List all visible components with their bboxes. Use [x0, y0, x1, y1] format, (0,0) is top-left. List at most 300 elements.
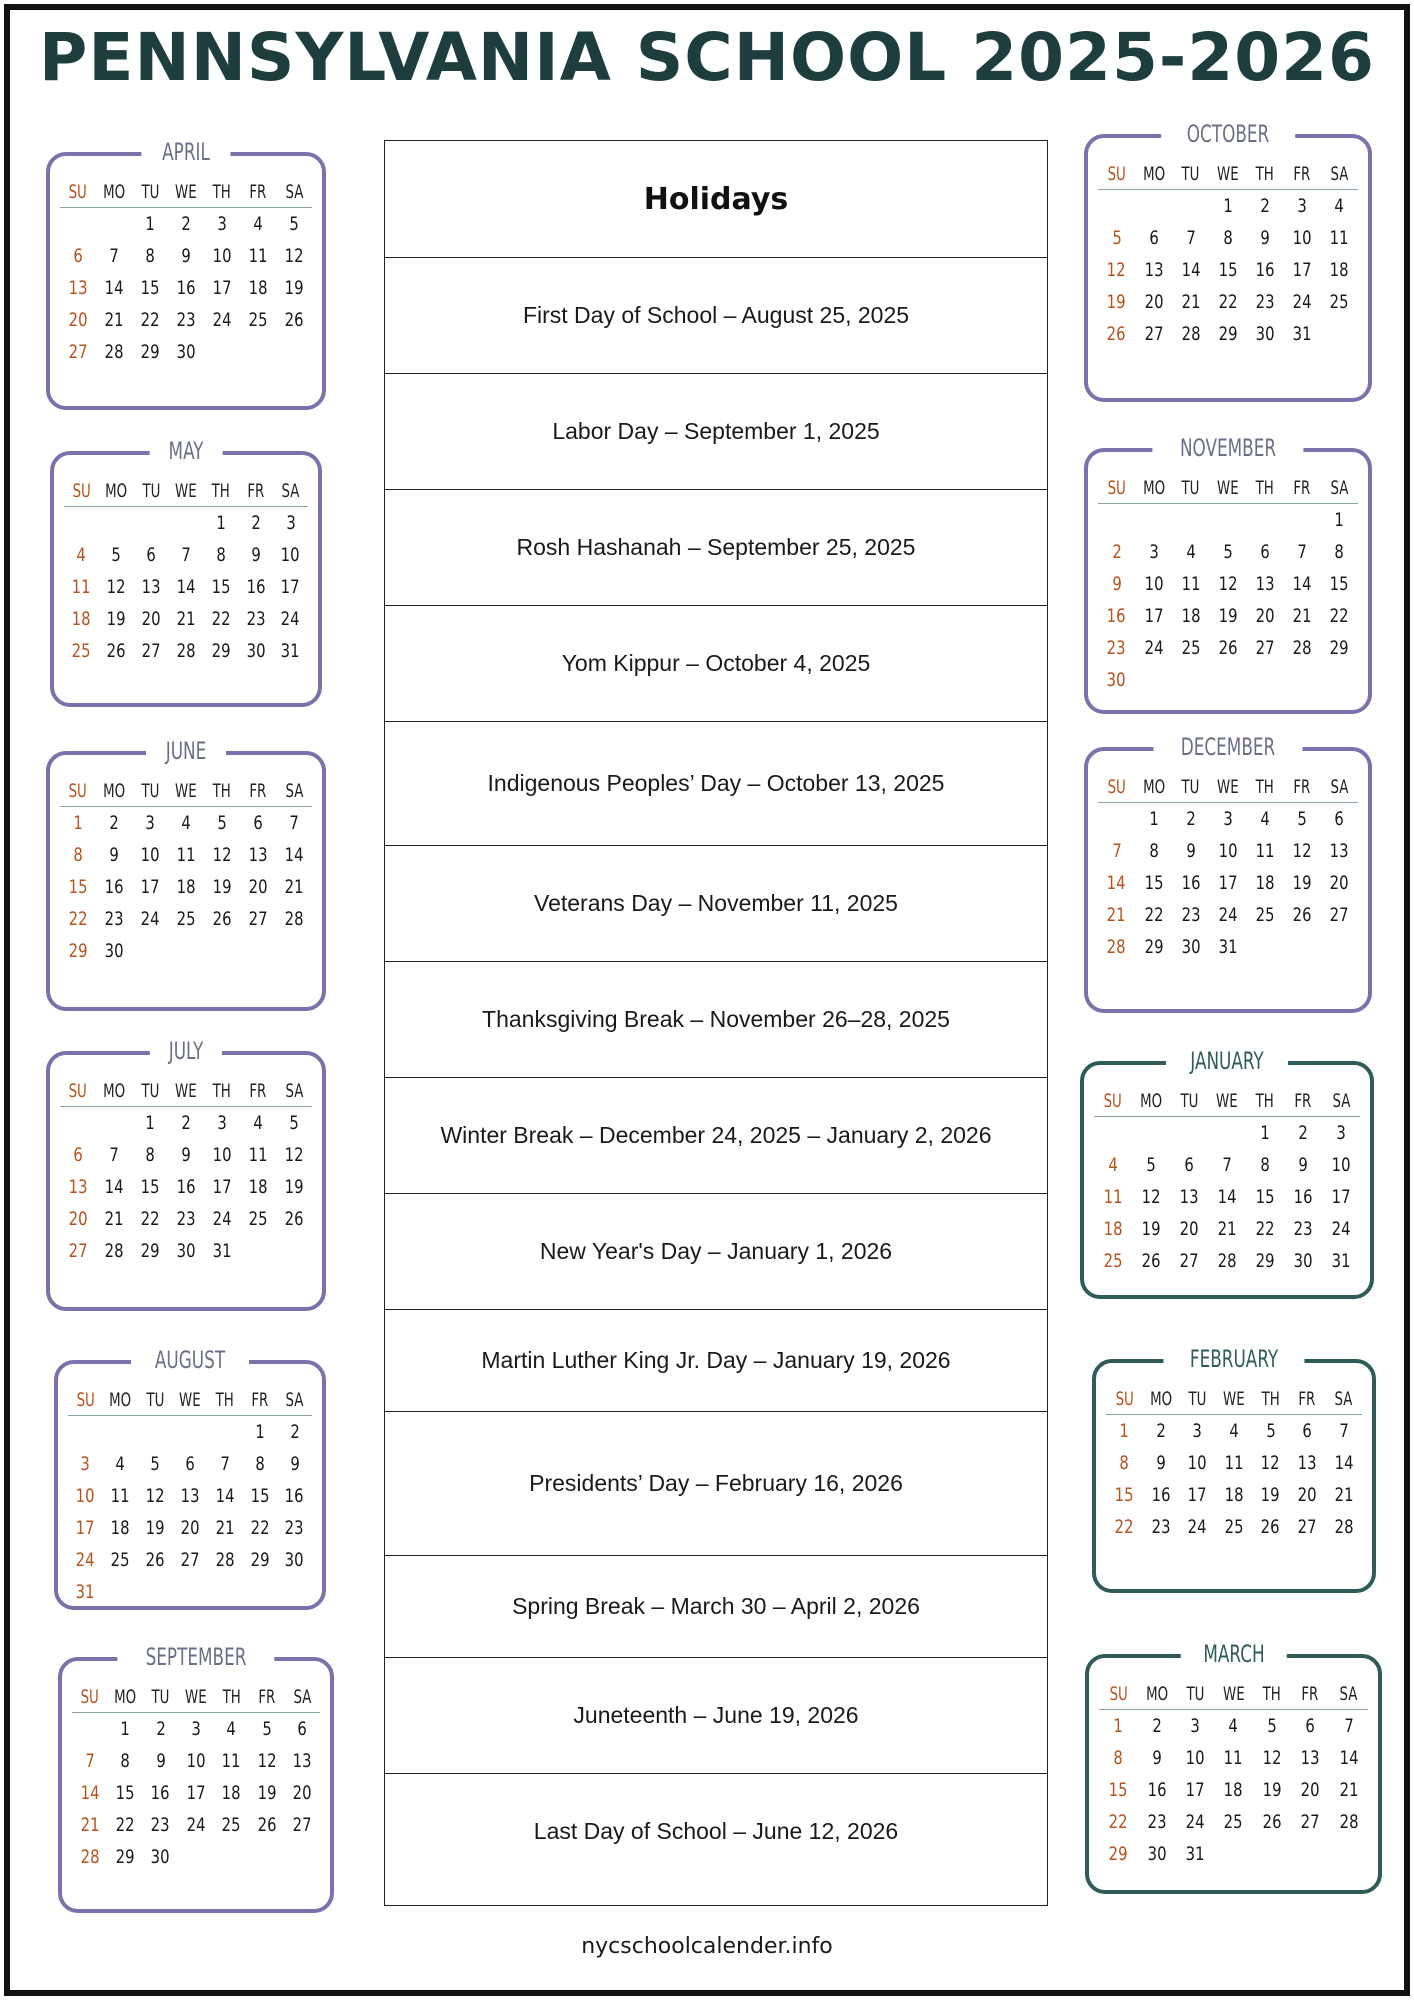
- calendar-grid: [1099, 1678, 1368, 1870]
- calendar-grid: [1098, 771, 1358, 963]
- day-cell: 6: [1334, 808, 1345, 830]
- day-cell: 20: [292, 1782, 312, 1804]
- weekday-header: FR: [1284, 1085, 1322, 1117]
- day-cell: 28: [104, 1240, 124, 1262]
- day-cell: 9: [1156, 1452, 1166, 1474]
- day-cell: 2: [109, 812, 119, 834]
- day-cell: 3: [1192, 1420, 1203, 1442]
- day-cell: 23: [176, 1208, 196, 1230]
- day-cell: 1: [145, 1112, 155, 1134]
- weekday-header: FR: [240, 1075, 276, 1107]
- day-cell: 21: [284, 876, 304, 898]
- day-cell: 20: [68, 309, 88, 331]
- day-cell: 16: [246, 576, 266, 598]
- day-cell: 26: [257, 1814, 277, 1836]
- day-cell: 29: [250, 1549, 270, 1571]
- day-cell: 13: [68, 277, 88, 299]
- day-cell: 22: [1255, 1218, 1275, 1240]
- day-cell: 10: [212, 1144, 232, 1166]
- empty-day-cell: [138, 1416, 173, 1448]
- day-cell: 10: [212, 245, 232, 267]
- day-cell: 8: [1334, 541, 1345, 563]
- day-cell: 30: [246, 640, 266, 662]
- calendar-february: [1092, 1345, 1376, 1593]
- weekday-header: SU: [1099, 1678, 1137, 1710]
- day-cell: 19: [1261, 1484, 1280, 1506]
- day-cell: 15: [1218, 259, 1238, 281]
- day-cell: 12: [257, 1750, 277, 1772]
- calendar-september: [58, 1643, 334, 1913]
- weekday-header: FR: [1284, 158, 1321, 190]
- day-cell: 5: [289, 213, 299, 235]
- empty-day-cell: [1172, 504, 1209, 536]
- holiday-row: Winter Break – December 24, 2025 – January 2, 2026: [385, 1077, 1047, 1193]
- weekday-header: MO: [1135, 771, 1172, 803]
- day-cell: 11: [1255, 840, 1275, 862]
- day-cell: 6: [73, 245, 83, 267]
- day-cell: 7: [109, 245, 119, 267]
- day-cell: 26: [145, 1549, 165, 1571]
- weekday-header: TU: [132, 176, 168, 208]
- day-cell: 15: [140, 1176, 160, 1198]
- day-cell: 1: [216, 512, 226, 534]
- weekday-header: FR: [240, 176, 276, 208]
- day-cell: 30: [176, 341, 196, 363]
- weekday-header: WE: [178, 1681, 213, 1713]
- day-cell: 22: [140, 1208, 160, 1230]
- day-cell: 21: [1217, 1218, 1237, 1240]
- day-cell: 18: [248, 277, 268, 299]
- day-cell: 12: [106, 576, 126, 598]
- day-cell: 22: [140, 309, 160, 331]
- day-cell: 17: [1185, 1779, 1205, 1801]
- calendar-month-title: AUGUST: [131, 1346, 249, 1374]
- weekday-header: TU: [1172, 158, 1209, 190]
- day-cell: 11: [248, 1144, 268, 1166]
- day-cell: 24: [1187, 1516, 1207, 1538]
- day-cell: 10: [1144, 573, 1164, 595]
- day-cell: 22: [1218, 291, 1238, 313]
- day-cell: 7: [1338, 1420, 1349, 1442]
- day-cell: 23: [104, 908, 124, 930]
- day-cell: 25: [248, 309, 268, 331]
- day-cell: 12: [284, 245, 304, 267]
- day-cell: 25: [1224, 1516, 1244, 1538]
- day-cell: 3: [80, 1453, 91, 1475]
- calendar-july: [46, 1037, 326, 1311]
- day-cell: 11: [110, 1485, 130, 1507]
- calendar-month-title: JUNE: [146, 737, 226, 765]
- day-cell: 4: [181, 812, 191, 834]
- weekday-header: WE: [1209, 472, 1246, 504]
- day-cell: 25: [221, 1814, 241, 1836]
- day-cell: 8: [1119, 1452, 1129, 1474]
- calendar-month-title: DECEMBER: [1153, 733, 1302, 761]
- day-cell: 27: [68, 1240, 88, 1262]
- empty-day-cell: [1170, 1117, 1208, 1149]
- day-cell: 4: [253, 1112, 263, 1134]
- footer-website: nycschoolcalender.info: [581, 1934, 833, 1959]
- day-cell: 2: [1111, 541, 1122, 563]
- day-cell: 31: [1331, 1250, 1351, 1272]
- weekday-header: MO: [1137, 1678, 1175, 1710]
- weekday-header: SU: [64, 475, 99, 507]
- day-cell: 4: [226, 1718, 237, 1740]
- weekday-header: TU: [134, 475, 169, 507]
- day-cell: 9: [289, 1453, 300, 1475]
- day-cell: 24: [281, 608, 300, 630]
- day-cell: 24: [75, 1549, 95, 1571]
- day-cell: 2: [1260, 195, 1270, 217]
- day-cell: 21: [1292, 605, 1312, 627]
- calendar-august: [54, 1346, 326, 1610]
- weekday-header: SU: [1098, 472, 1135, 504]
- day-cell: 16: [1293, 1186, 1313, 1208]
- day-cell: 12: [1262, 1747, 1282, 1769]
- day-cell: 30: [1107, 669, 1126, 691]
- weekday-header: TU: [143, 1681, 178, 1713]
- day-cell: 6: [297, 1718, 307, 1740]
- day-cell: 1: [1119, 1420, 1129, 1442]
- calendar-grid: [72, 1681, 320, 1873]
- day-cell: 26: [1262, 1811, 1282, 1833]
- day-cell: 1: [1260, 1122, 1270, 1144]
- empty-day-cell: [96, 208, 132, 240]
- day-cell: 28: [1181, 323, 1201, 345]
- empty-day-cell: [60, 208, 96, 240]
- weekday-header: TU: [138, 1384, 173, 1416]
- weekday-header: TH: [1247, 771, 1284, 803]
- weekday-header: TH: [214, 1681, 249, 1713]
- day-cell: 6: [146, 544, 156, 566]
- day-cell: 18: [1255, 872, 1275, 894]
- day-cell: 27: [1300, 1811, 1320, 1833]
- day-cell: 12: [212, 844, 232, 866]
- day-cell: 29: [1144, 936, 1164, 958]
- day-cell: 14: [1339, 1747, 1359, 1769]
- calendar-month-title: OCTOBER: [1161, 120, 1295, 148]
- day-cell: 6: [1302, 1420, 1312, 1442]
- weekday-header: MO: [1135, 472, 1172, 504]
- empty-day-cell: [1172, 190, 1209, 222]
- weekday-header: TH: [1247, 472, 1284, 504]
- day-cell: 27: [1255, 637, 1275, 659]
- day-cell: 23: [285, 1517, 304, 1539]
- day-cell: 27: [180, 1549, 200, 1571]
- weekday-header: SU: [1098, 158, 1135, 190]
- holiday-row: Labor Day – September 1, 2025: [385, 373, 1047, 489]
- day-cell: 10: [1331, 1154, 1351, 1176]
- day-cell: 23: [1293, 1218, 1313, 1240]
- day-cell: 11: [248, 245, 268, 267]
- calendar-grid: [64, 475, 308, 667]
- holiday-row: First Day of School – August 25, 2025: [385, 257, 1047, 373]
- day-cell: 5: [262, 1718, 272, 1740]
- calendar-grid: [1094, 1085, 1360, 1277]
- calendar-may: [50, 437, 322, 707]
- day-cell: 15: [1114, 1484, 1134, 1506]
- day-cell: 8: [1148, 840, 1159, 862]
- day-cell: 28: [1339, 1811, 1359, 1833]
- day-cell: 14: [284, 844, 304, 866]
- day-cell: 8: [1223, 227, 1233, 249]
- calendar-grid: [60, 176, 312, 368]
- day-cell: 19: [1218, 605, 1238, 627]
- weekday-header: TH: [1252, 1383, 1289, 1415]
- day-cell: 18: [110, 1517, 130, 1539]
- day-cell: 22: [115, 1814, 135, 1836]
- day-cell: 1: [254, 1421, 265, 1443]
- day-cell: 15: [140, 277, 160, 299]
- calendar-month-title: SEPTEMBER: [117, 1643, 274, 1671]
- day-cell: 7: [1186, 227, 1196, 249]
- calendar-month-title: MAY: [150, 437, 223, 465]
- calendar-month-title: NOVEMBER: [1152, 434, 1303, 462]
- day-cell: 21: [176, 608, 196, 630]
- day-cell: 19: [284, 277, 304, 299]
- weekday-header: FR: [1289, 1383, 1326, 1415]
- day-cell: 15: [1255, 1186, 1275, 1208]
- day-cell: 3: [1190, 1715, 1200, 1737]
- empty-day-cell: [60, 1107, 96, 1139]
- empty-day-cell: [1098, 504, 1135, 536]
- day-cell: 16: [1151, 1484, 1171, 1506]
- day-cell: 7: [289, 812, 299, 834]
- day-cell: 14: [104, 277, 124, 299]
- day-cell: 14: [1217, 1186, 1237, 1208]
- day-cell: 29: [1329, 637, 1349, 659]
- day-cell: 17: [281, 576, 300, 598]
- empty-day-cell: [1208, 1117, 1246, 1149]
- calendar-grid: [1098, 158, 1358, 350]
- day-cell: 27: [292, 1814, 312, 1836]
- day-cell: 20: [1297, 1484, 1317, 1506]
- day-cell: 11: [1224, 1747, 1243, 1769]
- day-cell: 5: [1146, 1154, 1156, 1176]
- weekday-header: MO: [96, 1075, 132, 1107]
- day-cell: 26: [106, 640, 126, 662]
- holiday-row: Presidents’ Day – February 16, 2026: [385, 1411, 1047, 1555]
- day-cell: 19: [106, 608, 126, 630]
- day-cell: 24: [1331, 1218, 1351, 1240]
- day-cell: 4: [1186, 541, 1196, 563]
- day-cell: 9: [1151, 1747, 1162, 1769]
- day-cell: 17: [212, 277, 232, 299]
- weekday-header: TH: [203, 475, 238, 507]
- day-cell: 9: [109, 844, 119, 866]
- weekday-header: SA: [1321, 158, 1358, 190]
- empty-day-cell: [173, 1416, 208, 1448]
- day-cell: 12: [1107, 259, 1126, 281]
- weekday-header: SA: [1325, 1383, 1362, 1415]
- weekday-header: MO: [96, 176, 132, 208]
- empty-day-cell: [64, 507, 99, 539]
- holiday-row: Martin Luther King Jr. Day – January 19, 2026: [385, 1309, 1047, 1411]
- day-cell: 13: [1329, 840, 1349, 862]
- weekday-header: TH: [204, 176, 240, 208]
- day-cell: 13: [141, 576, 161, 598]
- day-cell: 15: [1329, 573, 1349, 595]
- weekday-header: WE: [1209, 771, 1246, 803]
- day-cell: 20: [180, 1517, 200, 1539]
- holiday-row: Juneteenth – June 19, 2026: [385, 1657, 1047, 1773]
- day-cell: 28: [1217, 1250, 1237, 1272]
- day-cell: 13: [1300, 1747, 1320, 1769]
- day-cell: 28: [104, 341, 124, 363]
- weekday-header: WE: [173, 1384, 208, 1416]
- day-cell: 16: [285, 1485, 304, 1507]
- day-cell: 1: [1113, 1715, 1123, 1737]
- day-cell: 2: [1186, 808, 1196, 830]
- day-cell: 13: [1179, 1186, 1199, 1208]
- day-cell: 23: [1151, 1516, 1171, 1538]
- weekday-header: SU: [60, 775, 96, 807]
- calendar-grid: [1098, 472, 1358, 696]
- day-cell: 6: [1305, 1715, 1316, 1737]
- day-cell: 9: [1260, 227, 1270, 249]
- day-cell: 20: [141, 608, 161, 630]
- day-cell: 20: [68, 1208, 88, 1230]
- weekday-header: MO: [103, 1384, 138, 1416]
- empty-day-cell: [1135, 190, 1172, 222]
- weekday-header: MO: [99, 475, 134, 507]
- day-cell: 21: [1181, 291, 1201, 313]
- day-cell: 29: [1255, 1250, 1275, 1272]
- calendar-month-title: APRIL: [141, 138, 230, 166]
- day-cell: 27: [68, 341, 88, 363]
- day-cell: 15: [250, 1485, 270, 1507]
- weekday-header: TU: [1176, 1678, 1214, 1710]
- calendar-grid: [60, 775, 312, 967]
- day-cell: 24: [212, 1208, 232, 1230]
- day-cell: 13: [292, 1750, 312, 1772]
- empty-day-cell: [1247, 504, 1284, 536]
- day-cell: 3: [1223, 808, 1233, 830]
- day-cell: 14: [1181, 259, 1201, 281]
- weekday-header: WE: [168, 1075, 204, 1107]
- day-cell: 6: [1260, 541, 1270, 563]
- day-cell: 28: [1292, 637, 1312, 659]
- empty-day-cell: [1098, 803, 1135, 835]
- day-cell: 26: [284, 1208, 304, 1230]
- day-cell: 1: [1148, 808, 1159, 830]
- empty-day-cell: [96, 1107, 132, 1139]
- day-cell: 18: [71, 608, 91, 630]
- day-cell: 27: [248, 908, 268, 930]
- weekday-header: FR: [240, 775, 276, 807]
- day-cell: 30: [151, 1846, 170, 1868]
- day-cell: 16: [1181, 872, 1201, 894]
- weekday-header: FR: [249, 1681, 284, 1713]
- day-cell: 3: [145, 812, 155, 834]
- day-cell: 8: [254, 1453, 265, 1475]
- day-cell: 19: [284, 1176, 304, 1198]
- weekday-header: TH: [1246, 1085, 1284, 1117]
- weekday-header: MO: [96, 775, 132, 807]
- day-cell: 28: [284, 908, 304, 930]
- day-cell: 4: [253, 213, 263, 235]
- day-cell: 24: [140, 908, 160, 930]
- day-cell: 25: [1224, 1811, 1243, 1833]
- day-cell: 5: [217, 812, 227, 834]
- day-cell: 18: [1224, 1779, 1243, 1801]
- holidays-table: [384, 140, 1048, 1906]
- day-cell: 5: [1265, 1420, 1276, 1442]
- day-cell: 3: [1148, 541, 1159, 563]
- holiday-row: Spring Break – March 30 – April 2, 2026: [385, 1555, 1047, 1657]
- day-cell: 10: [1218, 840, 1238, 862]
- day-cell: 16: [1147, 1779, 1167, 1801]
- day-cell: 6: [185, 1453, 195, 1475]
- day-cell: 19: [1141, 1218, 1161, 1240]
- weekday-header: SA: [276, 1075, 312, 1107]
- day-cell: 22: [68, 908, 88, 930]
- day-cell: 1: [73, 812, 83, 834]
- day-cell: 18: [1224, 1484, 1244, 1506]
- day-cell: 26: [212, 908, 232, 930]
- day-cell: 8: [216, 544, 226, 566]
- day-cell: 6: [1184, 1154, 1194, 1176]
- day-cell: 1: [1334, 509, 1345, 531]
- day-cell: 28: [1107, 936, 1126, 958]
- day-cell: 15: [1108, 1779, 1128, 1801]
- weekday-header: SA: [276, 176, 312, 208]
- day-cell: 10: [1185, 1747, 1205, 1769]
- holiday-row: Indigenous Peoples’ Day – October 13, 2025: [385, 721, 1047, 845]
- day-cell: 2: [1156, 1420, 1166, 1442]
- empty-day-cell: [1135, 504, 1172, 536]
- day-cell: 18: [1329, 259, 1349, 281]
- day-cell: 4: [115, 1453, 125, 1475]
- day-cell: 1: [120, 1718, 130, 1740]
- weekday-header: WE: [1214, 1678, 1252, 1710]
- day-cell: 11: [1329, 227, 1349, 249]
- day-cell: 9: [250, 544, 261, 566]
- day-cell: 24: [1144, 637, 1164, 659]
- day-cell: 21: [80, 1814, 100, 1836]
- day-cell: 3: [1336, 1122, 1346, 1144]
- day-cell: 3: [285, 512, 296, 534]
- holiday-row: Rosh Hashanah – September 25, 2025: [385, 489, 1047, 605]
- day-cell: 24: [1218, 904, 1238, 926]
- weekday-header: WE: [168, 775, 204, 807]
- day-cell: 14: [1334, 1452, 1354, 1474]
- weekday-header: SA: [277, 1384, 312, 1416]
- calendar-march: [1085, 1640, 1382, 1894]
- day-cell: 8: [145, 245, 155, 267]
- day-cell: 7: [84, 1750, 95, 1772]
- day-cell: 30: [104, 940, 124, 962]
- day-cell: 12: [1141, 1186, 1161, 1208]
- day-cell: 22: [1329, 605, 1349, 627]
- calendar-april: [46, 138, 326, 410]
- day-cell: 20: [1255, 605, 1275, 627]
- calendar-december: [1084, 733, 1372, 1013]
- day-cell: 27: [141, 640, 161, 662]
- day-cell: 15: [211, 576, 231, 598]
- day-cell: 25: [1181, 637, 1201, 659]
- day-cell: 9: [1111, 573, 1122, 595]
- day-cell: 28: [176, 640, 196, 662]
- day-cell: 9: [1298, 1154, 1308, 1176]
- day-cell: 26: [1107, 323, 1126, 345]
- day-cell: 14: [104, 1176, 124, 1198]
- empty-day-cell: [1132, 1117, 1170, 1149]
- weekday-header: SU: [68, 1384, 103, 1416]
- day-cell: 25: [1255, 904, 1275, 926]
- day-cell: 2: [181, 213, 191, 235]
- day-cell: 29: [1108, 1843, 1128, 1865]
